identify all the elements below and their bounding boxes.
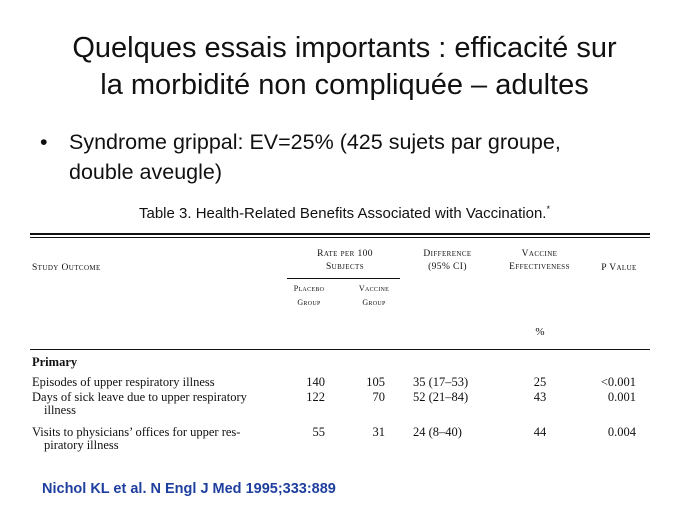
row-3-placebo: 55 xyxy=(312,425,325,439)
row-1-placebo: 140 xyxy=(306,375,325,389)
row-2-effectiveness: 43 xyxy=(533,390,547,404)
rate-group-underline xyxy=(287,278,400,279)
table-caption-footnote-mark: * xyxy=(546,204,550,214)
header-placebo-group xyxy=(283,282,335,310)
row-2-outcome xyxy=(32,391,284,417)
row-3-p-value: 0.004 xyxy=(607,425,636,439)
row-1-vaccine: 105 xyxy=(366,375,385,389)
row-3-effectiveness: 44 xyxy=(533,425,547,439)
row-3-outcome-line-2: piratory illness xyxy=(44,438,119,452)
bullet-marker: • xyxy=(40,130,48,154)
slide-title-line-2: la morbidité non compliquée – adultes xyxy=(100,69,589,101)
header-effectiveness-line-1: Vaccine xyxy=(521,249,558,259)
row-1-effectiveness: 25 xyxy=(533,375,547,389)
header-placebo-line-2: Group xyxy=(297,298,321,307)
citation-reference: Nichol KL et al. N Engl J Med 1995;333:889 xyxy=(42,481,336,497)
header-difference xyxy=(405,248,490,274)
section-label-primary: Primary xyxy=(32,355,78,369)
row-2-difference: 52 (21–84) xyxy=(413,390,469,404)
row-1-p-value: <0.001 xyxy=(600,375,636,389)
table-caption-text: Table 3. Health-Related Benefits Associated with Vaccination. xyxy=(139,205,547,222)
bullet-text-line-2: double aveugle) xyxy=(69,160,223,184)
header-rate-per-100 xyxy=(280,248,410,274)
table-top-rule-thin xyxy=(30,237,650,238)
row-2-p-value: 0.001 xyxy=(607,390,636,404)
header-vaccine-group xyxy=(345,282,403,310)
row-2-placebo: 122 xyxy=(306,390,325,404)
row-2-outcome-line-1: Days of sick leave due to upper respiratory xyxy=(32,390,247,404)
header-difference-line-1: Difference xyxy=(423,249,472,259)
slide-title xyxy=(20,30,669,104)
header-vaccine-line-1: Vaccine xyxy=(358,284,390,293)
row-2-outcome-line-2: illness xyxy=(44,403,76,417)
header-difference-line-2: (95% CI) xyxy=(428,262,467,272)
header-p-value: P Value xyxy=(601,263,637,273)
header-placebo-line-1: Placebo xyxy=(293,284,325,293)
header-rate-line-2: Subjects xyxy=(325,262,365,272)
table-caption xyxy=(0,204,689,222)
header-divider xyxy=(30,349,650,350)
slide-title-line-1: Quelques essais importants : efficacité sur xyxy=(72,32,617,64)
row-1-difference: 35 (17–53) xyxy=(413,375,469,389)
table-top-rule xyxy=(30,233,650,235)
header-rate-line-1: Rate per 100 xyxy=(317,249,373,259)
row-3-outcome-line-1: Visits to physicians’ offices for upper res- xyxy=(32,425,241,439)
row-1-outcome: Episodes of upper respiratory illness xyxy=(32,375,215,389)
header-effectiveness-line-2: Effectiveness xyxy=(509,262,570,272)
header-vaccine-effectiveness xyxy=(492,248,587,274)
row-2-vaccine: 70 xyxy=(372,390,385,404)
header-study-outcome: Study Outcome xyxy=(32,263,101,273)
row-3-outcome xyxy=(32,426,284,452)
header-effectiveness-unit: % xyxy=(535,326,545,338)
header-vaccine-line-2: Group xyxy=(362,298,386,307)
row-3-vaccine: 31 xyxy=(372,425,385,439)
bullet-text-line-1: Syndrome grippal: EV=25% (425 sujets par groupe, xyxy=(69,130,561,154)
row-3-difference: 24 (8–40) xyxy=(413,425,462,439)
bullet-point xyxy=(40,127,660,187)
